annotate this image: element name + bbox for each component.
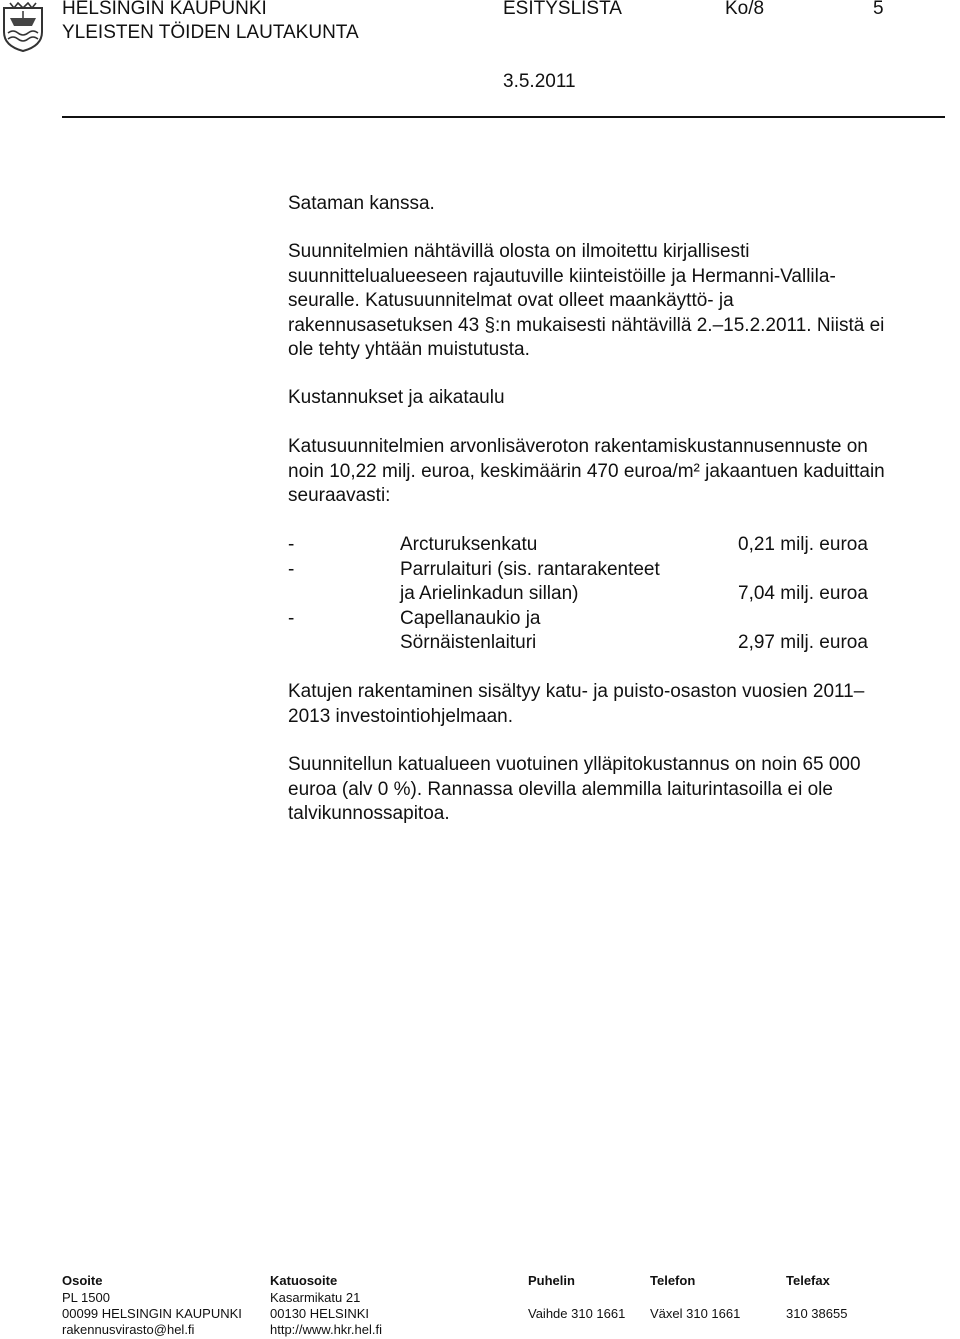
text-line: Katusuunnitelmien arvonlisäveroton rakentamiskustannusennuste on	[288, 436, 868, 457]
meeting-date: 3.5.2011	[503, 71, 576, 92]
helsinki-crest-icon	[2, 2, 44, 52]
section-heading: Kustannukset ja aikataulu	[288, 387, 505, 408]
doc-code: Ko/8	[725, 0, 765, 19]
footer-city: 00130 HELSINKI	[270, 1306, 370, 1321]
org-name: HELSINGIN KAUPUNKI	[62, 0, 267, 19]
footer-fax: 310 38655	[786, 1306, 848, 1321]
paragraph-5	[288, 753, 948, 827]
text-line: rakennusasetuksen 43 §:n mukaisesti nähtävillä 2.–15.2.2011. Niistä ei	[288, 314, 885, 336]
paragraph-2	[288, 240, 948, 363]
list-item-amount: 2,97 milj. euroa	[738, 632, 868, 653]
footer-po-box: PL 1500	[62, 1290, 110, 1305]
header-divider	[62, 116, 945, 118]
text-line: noin 10,22 milj. euroa, keskimäärin 470 euroa/m² jakaantuen kaduittain	[288, 460, 885, 482]
list-item-amount: 7,04 milj. euroa	[738, 583, 868, 604]
footer-address-label: Osoite	[62, 1273, 103, 1288]
text-line: euroa (alv 0 %). Rannassa olevilla alemmilla laiturintasoilla ei ole	[288, 778, 833, 800]
list-item-name: Parrulaituri (sis. rantarakenteet	[400, 559, 660, 580]
footer-telefon: Växel 310 1661	[650, 1306, 741, 1321]
list-item-dash: -	[288, 559, 295, 580]
text-line: seuralle. Katusuunnitelmat ovat olleet maankäyttö- ja	[288, 290, 734, 311]
text-line: Suunnitellun katualueen vuotuinen ylläpitokustannus on noin 65 000	[288, 754, 861, 775]
list-item-name: Sörnäistenlaituri	[400, 632, 537, 653]
text-line: Sataman kanssa.	[288, 193, 435, 214]
footer-phone-label: Puhelin	[528, 1273, 575, 1288]
list-item-name: Capellanaukio ja	[400, 608, 541, 629]
list-item-dash: -	[288, 534, 295, 555]
text-line: Suunnitelmien nähtävillä olosta on ilmoitettu kirjallisesti	[288, 241, 750, 262]
text-line: ole tehty yhtään muistutusta.	[288, 339, 530, 360]
list-item-name: Arcturuksenkatu	[400, 534, 538, 555]
footer-street: Kasarmikatu 21	[270, 1290, 361, 1305]
text-line: suunnittelualueeseen rajautuville kiinteistöille ja Hermanni-Vallila-	[288, 265, 836, 287]
footer-email[interactable]: rakennusvirasto@hel.fi	[62, 1322, 195, 1337]
doc-type: ESITYSLISTA	[503, 0, 622, 19]
list-item-amount: 0,21 milj. euroa	[738, 534, 868, 555]
footer-telefon-label: Telefon	[650, 1273, 696, 1288]
text-line: 2013 investointiohjelmaan.	[288, 705, 513, 727]
paragraph-1	[288, 192, 948, 217]
footer-phone: Vaihde 310 1661	[528, 1306, 626, 1321]
committee-name: YLEISTEN TÖIDEN LAUTAKUNTA	[62, 22, 359, 43]
paragraph-4	[288, 680, 948, 729]
text-line: talvikunnossapitoa.	[288, 803, 450, 824]
text-line: seuraavasti:	[288, 485, 391, 506]
footer-street-label: Katuosoite	[270, 1273, 338, 1288]
text-line: Katujen rakentaminen sisältyy katu- ja puisto-osaston vuosien 2011–	[288, 681, 865, 702]
footer-postal-address: 00099 HELSINGIN KAUPUNKI	[62, 1306, 242, 1321]
paragraph-3	[288, 435, 948, 509]
list-item-name: ja Arielinkadun sillan)	[400, 583, 579, 604]
footer-website[interactable]: http://www.hkr.hel.fi	[270, 1322, 382, 1337]
list-item-dash: -	[288, 608, 295, 629]
footer-fax-label: Telefax	[786, 1273, 830, 1288]
page-number: 5	[873, 0, 884, 19]
